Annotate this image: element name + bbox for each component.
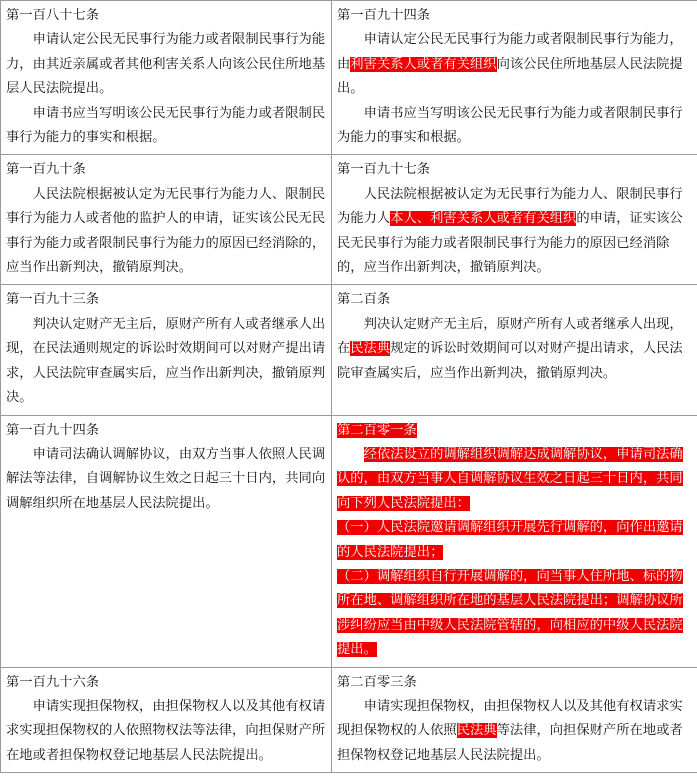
text-segment: 申请认定公民无民事行为能力或者限制民事行为能力，由 (337, 32, 683, 72)
article-paragraph (337, 443, 692, 516)
article-paragraph (337, 28, 692, 101)
article-title: 第二百条 (337, 292, 391, 308)
highlighted-change: 本人、利害关系人或者有关组织 (390, 211, 577, 227)
article-paragraph (337, 695, 692, 768)
table-row (1, 155, 697, 285)
table-row (1, 1, 697, 155)
article-paragraph (337, 565, 692, 663)
new-article-cell (332, 667, 697, 773)
new-article-cell (332, 415, 697, 667)
old-article-cell (1, 667, 332, 773)
text-segment: 等法律，向担保财产所在地或者担保物权登记地基层人民法院提出。 (337, 723, 683, 763)
old-article-cell (1, 285, 332, 415)
article-title: 第一百九十四条 (337, 8, 431, 23)
article-paragraph: 人民法院根据被认定为无民事行为能力人、限制民事行为能力人或者他的监护人的申请，证实该公民无民事行为能力或者限制民事行为能力的原因已经消除的，应当作出新判决，撤销原判决。 (6, 186, 326, 276)
old-article-cell (1, 1, 332, 155)
table-row (1, 667, 697, 773)
old-article-cell (1, 155, 332, 285)
article-title: 第一百九十七条 (337, 162, 431, 178)
article-paragraph: 申请认定公民无民事行为能力或者限制民事行为能力，由其近亲属或者其他利害关系人向该公民住所地基层人民法院提出。 (6, 32, 326, 97)
article-title: 第一百九十三条 (6, 292, 100, 308)
article-paragraph: 申请实现担保物权，由担保物权人以及其他有权请求实现担保物权的人依照物权法等法律，向担保财产所在地或者担保物权登记地基层人民法院提出。 (6, 698, 326, 763)
article-title: 第一百九十四条 (6, 422, 100, 438)
text-segment: 申请实现担保物权，由担保物权人以及其他有权请求实现担保物权的人依照 (337, 698, 683, 739)
highlighted-change: （一）人民法院邀请调解组织开展先行调解的，向作出邀请的人民法院提出； (337, 520, 683, 560)
highlighted-change: 利害关系人或者有关组织 (350, 56, 497, 72)
highlighted-change: （二）调解组织自行开展调解的，向当事人住所地、标的物所在地、调解组织所在地的基层人民法院提出；调解协议所涉纠纷应当由中级人民法院管辖的，向相应的中级人民法院提出。 (337, 568, 683, 658)
article-paragraph: 判决认定财产无主后，原财产所有人或者继承人出现，在民法通则规定的诉讼时效期间可以对财产提出请求，人民法院审查属实后，应当作出新判决，撤销原判决。 (6, 316, 326, 406)
article-title: 第二百零三条 (337, 674, 417, 690)
new-article-cell (332, 1, 697, 155)
table-row (1, 415, 697, 667)
old-article-cell (1, 415, 332, 667)
article-paragraph (337, 516, 692, 565)
article-paragraph: 申请司法确认调解协议，由双方当事人依照人民调解法等法律，自调解协议生效之日起三十日内，共同向调解组织所在地基层人民法院提出。 (6, 446, 326, 511)
highlighted-change: 民法典 (456, 723, 497, 739)
article-paragraph (337, 183, 692, 281)
highlighted-change: 民法典 (350, 341, 391, 357)
text-segment: 判决认定财产无主后，原财产所有人或者继承人出现，在 (337, 316, 683, 357)
article-paragraph: 申请书应当写明该公民无民事行为能力或者限制民事行为能力的事实和根据。 (337, 105, 683, 146)
article-title: 第一百九十六条 (6, 674, 100, 690)
highlighted-change: 经依法设立的调解组织调解达成调解协议，申请司法确认的，由双方当事人自调解协议生效之日起三十日内，共同向下列人民法院提出： (337, 446, 683, 511)
new-article-cell (332, 285, 697, 415)
table-row (1, 285, 697, 415)
article-title (337, 419, 692, 443)
text-segment: 规定的诉讼时效期间可以对财产提出请求，人民法院审查属实后，应当作出新判决，撤销原判决。 (337, 341, 683, 381)
article-paragraph (337, 313, 692, 386)
text-segment: 向该公民住所地基层人民法院提出。 (337, 56, 683, 97)
text-segment: 的申请，证实该公民无民事行为能力或者限制民事行为能力的原因已经消除的，应当作出新判决，撤销原判决。 (337, 211, 683, 276)
text-segment: 人民法院根据被认定为无民事行为能力人、限制民事行为能力人 (337, 186, 683, 227)
new-article-cell (332, 155, 697, 285)
article-title: 第一百八十七条 (6, 8, 100, 23)
article-title: 第一百九十条 (6, 162, 86, 178)
highlighted-change: 第二百零一条 (337, 422, 417, 438)
article-paragraph: 申请书应当写明该公民无民事行为能力或者限制民事行为能力的事实和根据。 (6, 105, 326, 146)
